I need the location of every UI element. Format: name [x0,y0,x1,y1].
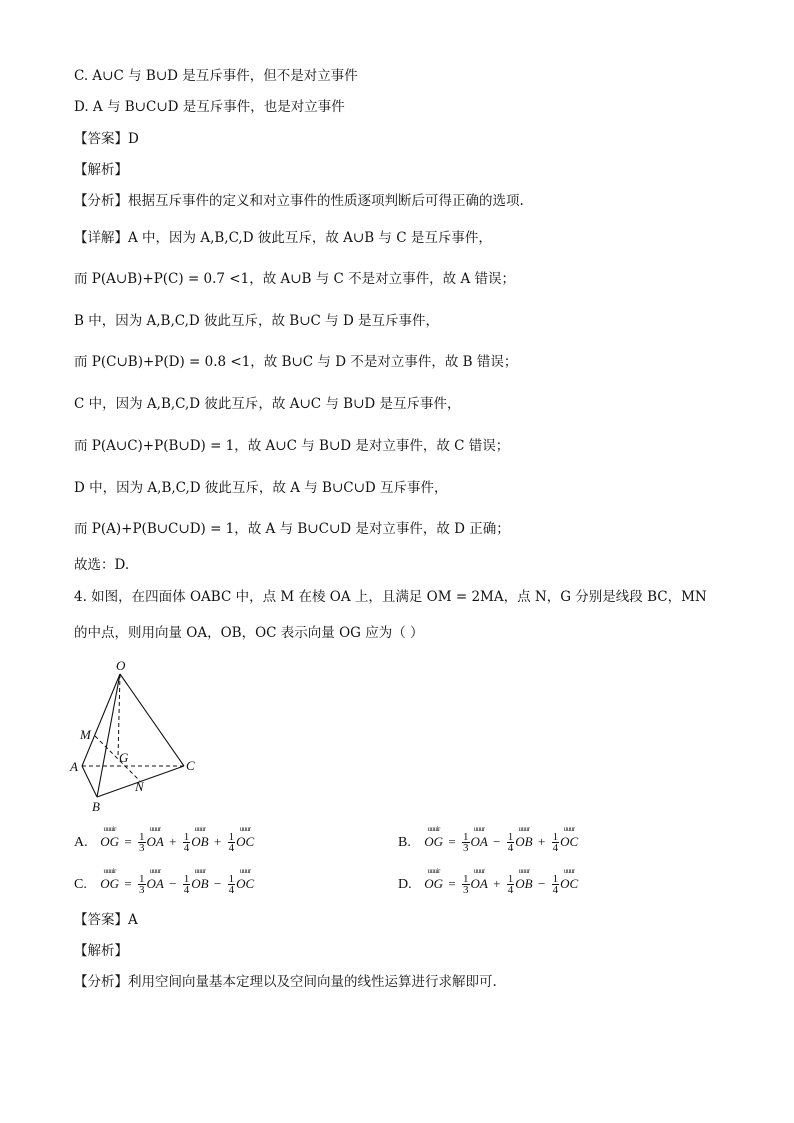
equals-sign: = [124,834,132,849]
fraction [138,874,146,895]
vector-oc: uuur OC [236,868,254,893]
denominator: 4 [183,884,190,896]
vector-ob: uuur OB [515,868,532,893]
edge-OC [120,674,184,766]
question-4-line-2: 的中点，则用向量 OA，OB，OC 表示向量 OG 应为（ ） [74,625,424,641]
option-d[interactable] [398,868,578,895]
operator: − [169,876,177,891]
analysis-summary: 【分析】根据互斥事件的定义和对立事件的性质逐项判断后可得正确的选项. [74,193,524,209]
numerator: 1 [463,831,469,843]
option-d-label: D. [398,877,412,892]
vector-ob: uuur OB [191,868,208,893]
numerator: 1 [463,873,469,885]
denominator: 3 [463,842,469,854]
operator: + [493,876,501,891]
equals-sign: = [124,876,132,891]
detail-line-8: 而 P(A)+P(B∪C∪D) = 1，故 A 与 B∪C∪D 是对立事件，故 D 正确； [74,521,510,537]
option-a-label: A. [74,835,88,850]
numerator: 1 [139,831,145,843]
numerator: 1 [228,873,235,885]
vector-ob: uuur OB [191,826,208,851]
vector-oa: uuur OA [471,868,488,893]
edge-OB [97,674,120,797]
vector-og: uuuir OG [100,868,119,893]
vector-oa: uuur OA [147,826,164,851]
label-B: B [92,799,100,814]
edge-OA [82,674,120,766]
option-a[interactable] [74,826,254,853]
operator: − [213,876,222,891]
equals-sign: = [448,834,456,849]
option-b[interactable] [398,826,578,853]
numerator: 1 [507,831,514,843]
option-d-text: D. A 与 B∪C∪D 是互斥事件，也是对立事件 [74,99,345,115]
answer-label: 【答案】D [74,131,139,147]
denominator: 4 [552,884,559,896]
option-c[interactable] [74,868,254,895]
analysis-heading-2: 【解析】 [74,943,128,959]
vector-og: uuuir OG [100,826,119,851]
vector-og: uuuir OG [424,868,443,893]
fraction [462,832,470,853]
operator: + [537,834,546,849]
numerator: 1 [507,873,514,885]
vector-ob: uuur OB [515,826,532,851]
fraction [507,874,515,895]
detail-line-2: 而 P(A∪B)+P(C) = 0.7 <1，故 A∪B 与 C 不是对立事件，故 A 错误； [74,271,516,287]
fraction [552,832,560,853]
analysis-summary-2: 【分析】利用空间向量基本定理以及空间向量的线性运算进行求解即可. [74,974,497,990]
operator: − [537,876,546,891]
answer-label-2: 【答案】A [74,912,138,928]
numerator: 1 [552,873,559,885]
denominator: 3 [463,884,469,896]
denominator: 4 [507,884,514,896]
edge-AB [82,766,97,797]
denominator: 4 [228,842,235,854]
vector-oa: uuur OA [471,826,488,851]
detail-line-1: 【详解】A 中，因为 A,B,C,D 彼此互斥，故 A∪B 与 C 是互斥事件， [74,230,492,246]
denominator: 4 [507,842,514,854]
vector-oc: uuur OC [560,868,578,893]
numerator: 1 [183,831,190,843]
label-O: O [116,658,126,673]
numerator: 1 [183,873,190,885]
fraction [183,832,191,853]
fraction [552,874,560,895]
vector-oa: uuur OA [147,868,164,893]
fraction [507,832,515,853]
vector-oc: uuur OC [560,826,578,851]
fraction [228,832,236,853]
tetrahedron-figure [68,656,208,816]
segment-OG [118,674,120,758]
equals-sign: = [448,876,456,891]
denominator: 4 [552,842,559,854]
label-G: G [119,750,129,765]
option-c-label: C. [74,877,87,892]
operator: − [493,834,501,849]
fraction [183,874,191,895]
denominator: 3 [139,884,145,896]
denominator: 3 [139,842,145,854]
analysis-heading: 【解析】 [74,162,128,178]
denominator: 4 [228,884,235,896]
fraction [462,874,470,895]
detail-line-5: C 中，因为 A,B,C,D 彼此互斥，故 A∪C 与 B∪D 是互斥事件， [74,396,461,412]
fraction [138,832,146,853]
fraction [228,874,236,895]
label-C: C [186,758,195,773]
label-M: M [80,727,91,742]
vector-oc: uuur OC [236,826,254,851]
detail-line-4: 而 P(C∪B)+P(D) = 0.8 <1，故 B∪C 与 D 不是对立事件，故 B 错误； [74,354,518,370]
numerator: 1 [552,831,559,843]
vector-og: uuuir OG [424,826,443,851]
numerator: 1 [228,831,235,843]
operator: + [213,834,222,849]
detail-line-3: B 中，因为 A,B,C,D 彼此互斥，故 B∪C 与 D 是互斥事件， [74,313,440,329]
conclusion-line: 故选：D. [74,557,130,573]
numerator: 1 [139,873,145,885]
operator: + [169,834,177,849]
detail-line-7: D 中，因为 A,B,C,D 彼此互斥，故 A 与 B∪C∪D 互斥事件， [74,480,448,496]
question-4-line-1: 4. 如图，在四面体 OABC 中，点 M 在棱 OA 上，且满足 OM = 2MA，点 N，G 分别是线段 BC，MN [74,589,707,605]
detail-line-6: 而 P(A∪C)+P(B∪D) = 1，故 A∪C 与 B∪D 是对立事件，故 C 错误； [74,438,510,454]
option-b-label: B. [398,835,411,850]
label-N: N [135,779,144,794]
denominator: 4 [183,842,190,854]
option-c-text: C. A∪C 与 B∪D 是互斥事件，但不是对立事件 [74,68,358,84]
label-A: A [70,759,78,774]
